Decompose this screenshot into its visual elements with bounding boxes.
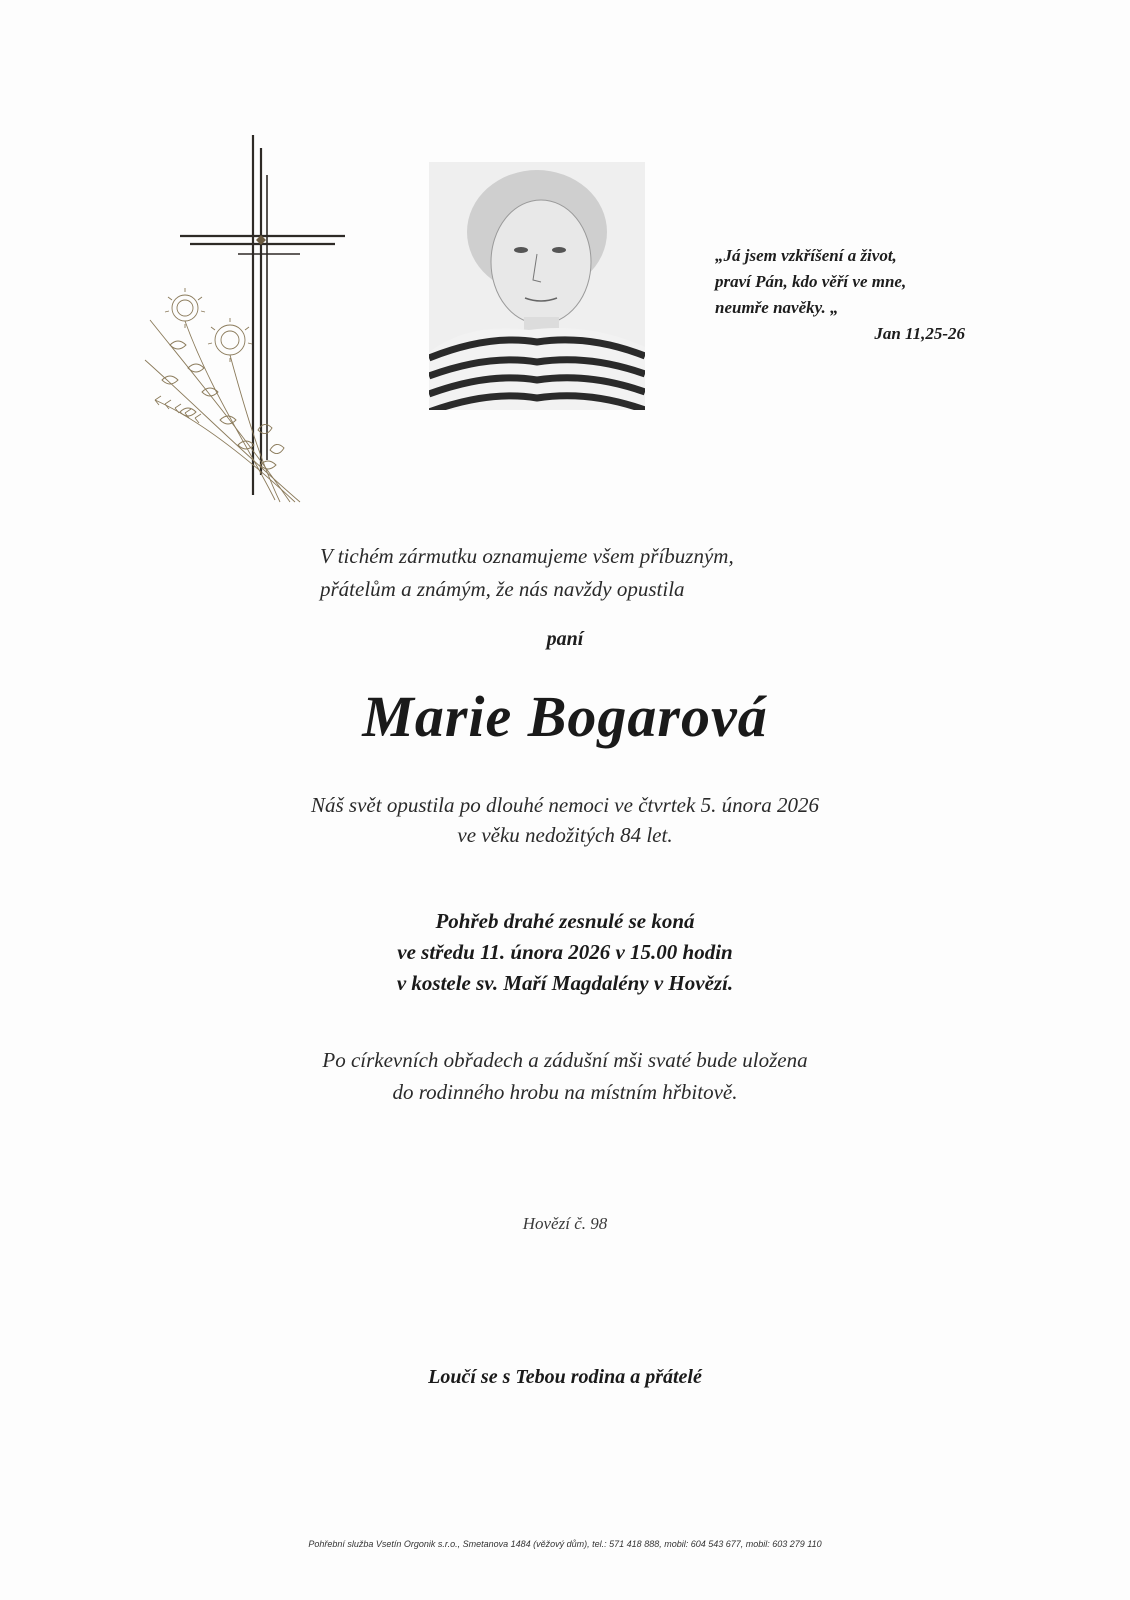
funeral-line: v kostele sv. Maří Magdalény v Hovězí.: [396, 971, 734, 995]
verse-line: „Já jsem vzkříšení a život,: [715, 246, 897, 265]
burial-line: do rodinného hrobu na místním hřbitově.: [392, 1080, 738, 1104]
verse-line: neumře navěky. „: [715, 298, 839, 317]
announcement-line: V tichém zármutku oznamujeme všem příbuzným,: [320, 544, 734, 568]
farewell-line: Loučí se s Tebou rodina a přátelé: [428, 1366, 702, 1388]
portrait-photo: [429, 162, 645, 410]
death-line: ve věku nedožitých 84 let.: [457, 823, 673, 847]
burial-line: Po církevních obřadech a zádušní mši svaté bude uložena: [322, 1048, 808, 1072]
verse-reference: Jan 11,25-26: [874, 324, 965, 343]
funeral-info: [0, 906, 1130, 999]
announcement-line: přátelům a známým, že nás navždy opustila: [320, 577, 685, 601]
funeral-line: Pohřeb drahé zesnulé se koná: [435, 909, 695, 933]
portrait-image: [429, 162, 645, 410]
announcement-text: [320, 540, 920, 606]
honorific-title: paní: [546, 628, 584, 650]
burial-info: [0, 1044, 1130, 1108]
bible-verse: [715, 243, 975, 347]
death-info: [0, 790, 1130, 850]
death-line: Náš svět opustila po dlouhé nemoci ve čtvrtek 5. února 2026: [311, 793, 819, 817]
funeral-service-footer: Pohřební služba Vsetín Orgonik s.r.o., Smetanova 1484 (věžový dům), tel.: 571 418 888, mobil: 604 543 677, mobil: 603 279 110: [308, 1539, 822, 1549]
funeral-line: ve středu 11. února 2026 v 15.00 hodin: [397, 940, 733, 964]
cross-flowers-icon: [140, 130, 360, 515]
deceased-name: Marie Bogarová: [362, 684, 768, 749]
family-address: Hovězí č. 98: [522, 1214, 608, 1233]
verse-line: praví Pán, kdo věří ve mne,: [715, 272, 907, 291]
